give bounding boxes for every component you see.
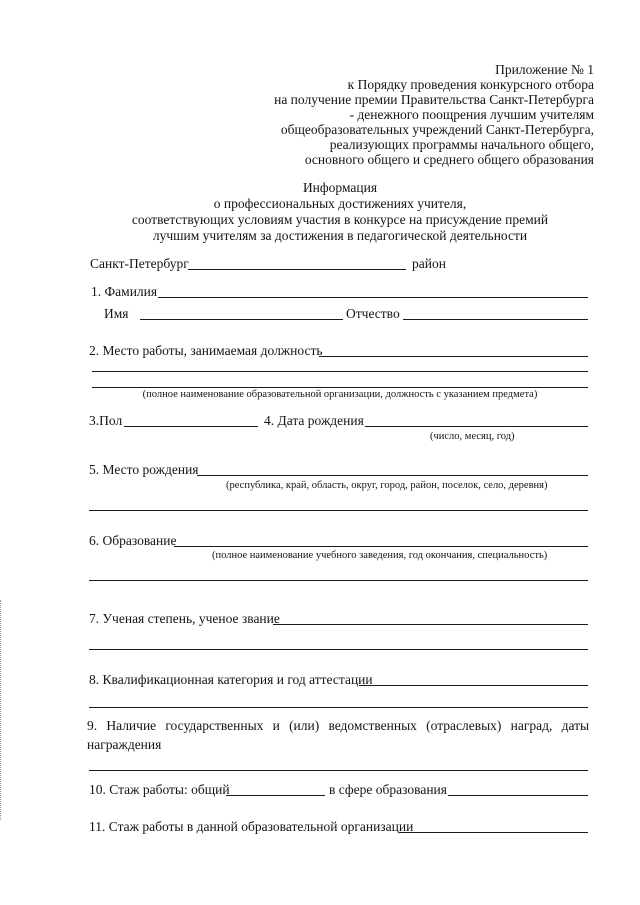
workplace-hint: (полное наименование образовательной организации, должность с указанием предмета) bbox=[142, 389, 538, 400]
gender-field[interactable] bbox=[124, 426, 258, 427]
birthdate-field[interactable] bbox=[365, 426, 588, 427]
title-line: соответствующих условиям участия в конкурсе на присуждение премий bbox=[131, 212, 549, 227]
title-line: о профессиональных достижениях учителя, bbox=[213, 196, 467, 211]
awards-word: наград, bbox=[510, 718, 553, 733]
birthplace-label: 5. Место рождения bbox=[89, 462, 199, 477]
awards-word: ведомственных bbox=[328, 718, 417, 733]
qualification-field-line[interactable] bbox=[89, 707, 588, 708]
experience-edu-field[interactable] bbox=[448, 795, 588, 796]
awards-word: (или) bbox=[289, 718, 320, 733]
appendix-line: основного общего и среднего общего образования bbox=[304, 152, 594, 167]
birthplace-hint: (республика, край, область, округ, город, район, поселок, село, деревня) bbox=[226, 480, 548, 491]
appendix-line: на получение премии Правительства Санкт-Петербурга bbox=[274, 92, 594, 107]
title-heading: Информация bbox=[302, 180, 378, 195]
org-experience-field[interactable] bbox=[399, 832, 588, 833]
workplace-field-line[interactable] bbox=[92, 371, 588, 372]
workplace-label: 2. Место работы, занимаемая должность bbox=[89, 343, 323, 358]
district-label: район bbox=[412, 256, 446, 271]
awards-word: 9. bbox=[87, 718, 98, 733]
birthdate-hint: (число, месяц, год) bbox=[430, 431, 515, 442]
awards-word: государственных bbox=[165, 718, 264, 733]
education-hint: (полное наименование учебного заведения, год окончания, специальность) bbox=[212, 550, 548, 561]
gender-label: 3.Пол bbox=[89, 413, 123, 428]
qualification-label: 8. Квалификационная категория и год аттестации bbox=[89, 672, 373, 687]
education-field-line[interactable] bbox=[89, 580, 588, 581]
degree-label: 7. Ученая степень, ученое звание bbox=[89, 611, 280, 626]
awards-word: (отраслевых) bbox=[426, 718, 502, 733]
title-line: лучшим учителям за достижения в педагогической деятельности bbox=[152, 228, 528, 243]
awards-word: Наличие bbox=[106, 718, 157, 733]
name-label: Имя bbox=[104, 306, 129, 321]
degree-field-line[interactable] bbox=[89, 649, 588, 650]
degree-field[interactable] bbox=[273, 624, 588, 625]
education-label: 6. Образование bbox=[89, 533, 177, 548]
birthplace-field-line[interactable] bbox=[89, 510, 588, 511]
appendix-number: Приложение № 1 bbox=[495, 62, 594, 77]
name-field[interactable] bbox=[140, 319, 343, 320]
scan-edge-mark bbox=[0, 600, 3, 820]
awards-label bbox=[87, 718, 589, 734]
patronymic-label: Отчество bbox=[346, 306, 400, 321]
experience-total-field[interactable] bbox=[226, 795, 325, 796]
workplace-field[interactable] bbox=[319, 356, 588, 357]
patronymic-field[interactable] bbox=[403, 319, 588, 320]
experience-edu-label: в сфере образования bbox=[329, 782, 447, 797]
birthplace-field[interactable] bbox=[197, 475, 588, 476]
awards-field[interactable] bbox=[89, 770, 588, 771]
appendix-line: реализующих программы начального общего, bbox=[329, 137, 594, 152]
workplace-field-line[interactable] bbox=[92, 387, 588, 388]
birthdate-label: 4. Дата рождения bbox=[264, 413, 364, 428]
awards-word: даты bbox=[561, 718, 590, 733]
surname-field[interactable] bbox=[158, 297, 588, 298]
appendix-line: общеобразовательных учреждений Санкт-Петербурга, bbox=[280, 122, 594, 137]
education-field[interactable] bbox=[174, 546, 588, 547]
city-label: Санкт-Петербург bbox=[90, 256, 189, 271]
qualification-field[interactable] bbox=[359, 685, 588, 686]
district-field[interactable] bbox=[188, 269, 406, 270]
experience-label: 10. Стаж работы: общий bbox=[89, 782, 230, 797]
awards-label-cont: награждения bbox=[87, 737, 162, 752]
surname-label: 1. Фамилия bbox=[91, 284, 158, 299]
appendix-line: - денежного поощрения лучшим учителям bbox=[349, 107, 594, 122]
awards-word: и bbox=[272, 718, 280, 733]
appendix-line: к Порядку проведения конкурсного отбора bbox=[347, 77, 594, 92]
org-experience-label: 11. Стаж работы в данной образовательной организации bbox=[89, 819, 414, 834]
